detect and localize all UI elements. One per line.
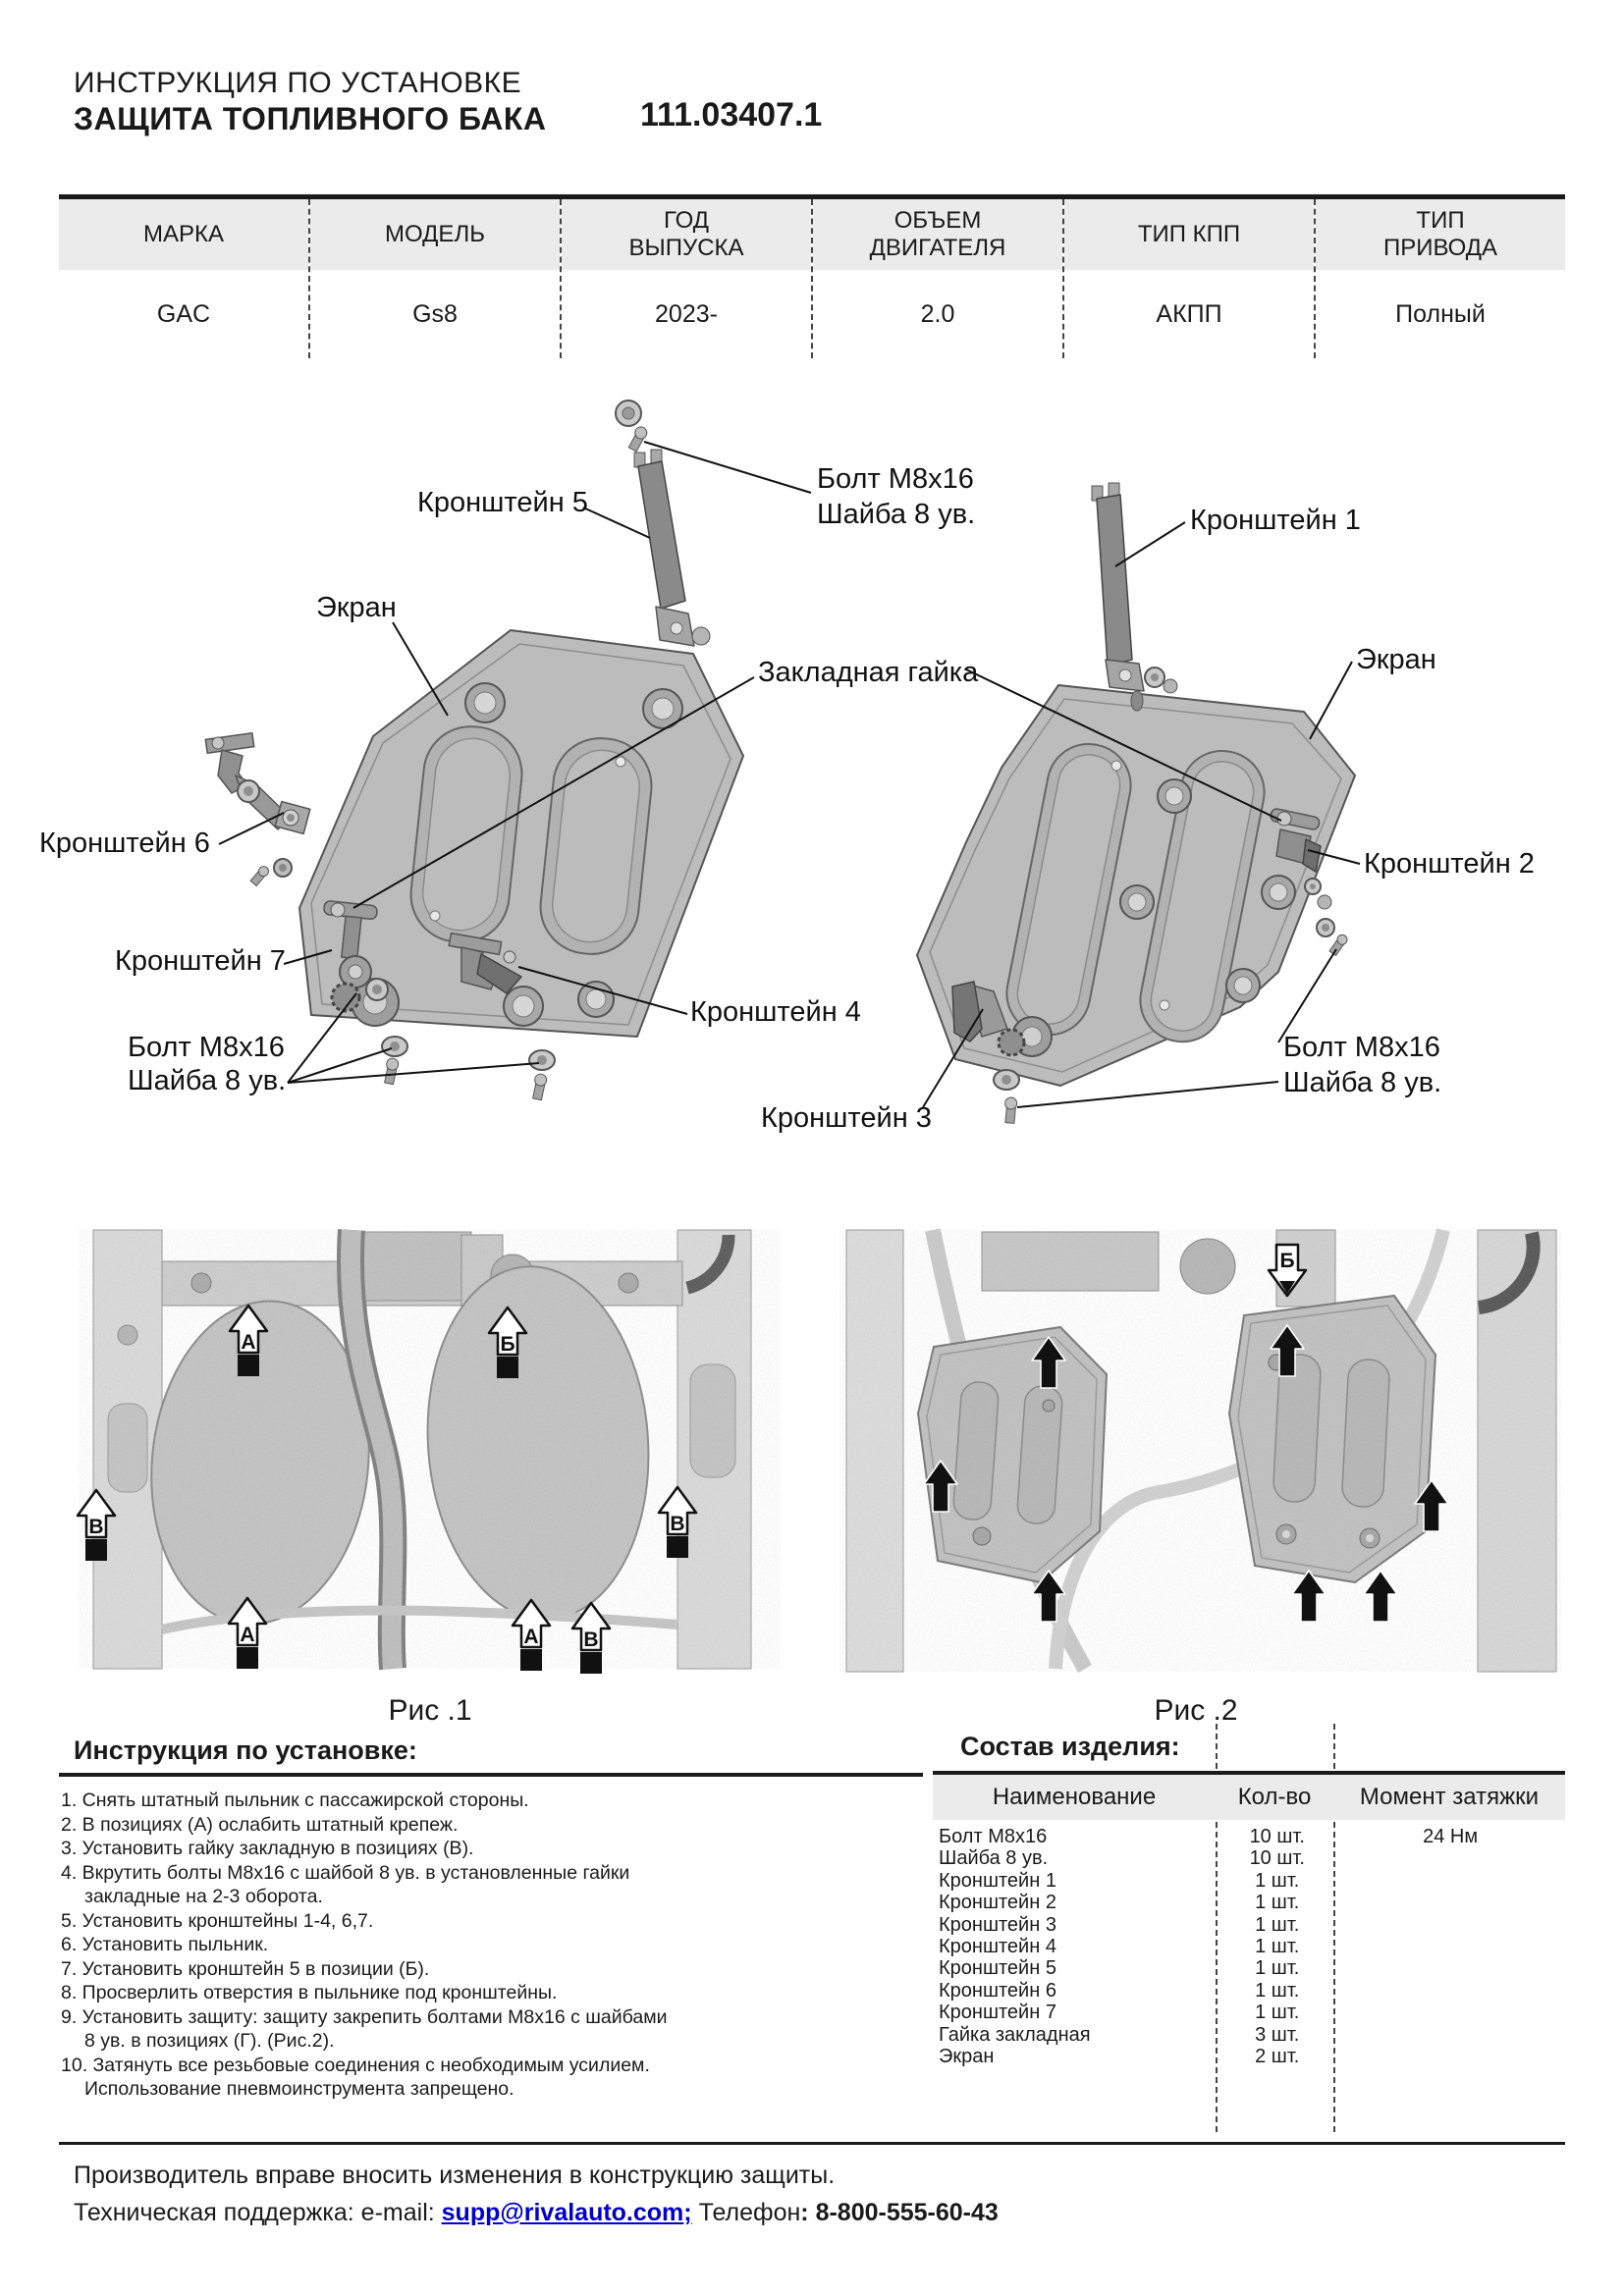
instruction-line: 5. Установить кронштейны 1-4, 6,7. <box>61 1909 374 1932</box>
bracket-6 <box>205 733 310 886</box>
spec-col-model <box>308 199 560 358</box>
footer-disclaimer: Производитель вправе вносить изменения в конструкцию защиты. <box>74 2162 836 2189</box>
label-washer-bottom-left: Шайба 8 ув. <box>128 1065 287 1096</box>
svg-text:В: В <box>88 1516 104 1538</box>
spec-header: ТИП КПП <box>1064 199 1314 270</box>
parts-row: Кронштейн 4 1 шт. <box>939 1936 1300 1958</box>
label-bracket-6: Кронштейн 6 <box>39 828 210 859</box>
svg-text:А: А <box>241 1331 256 1354</box>
spec-value: Полный <box>1395 299 1486 328</box>
parts-row: Болт М8х16 10 шт. 24 Нм <box>939 1826 1479 1847</box>
label-washer-bottom-right: Шайба 8 ув. <box>1283 1067 1442 1098</box>
parts-header-torque: Момент затяжки <box>1359 1784 1540 1810</box>
fig1-caption: Рис .1 <box>388 1694 472 1727</box>
installation-photos <box>0 1217 1624 1737</box>
spec-header: МОДЕЛЬ <box>310 199 560 270</box>
doc-title-line2: ЗАЩИТА ТОПЛИВНОГО БАКА <box>74 101 547 136</box>
parts-row: Кронштейн 1 1 шт. <box>939 1869 1300 1892</box>
label-bolt-top: Болт М8х16 <box>817 463 974 495</box>
parts-header-name: Наименование <box>992 1784 1157 1810</box>
parts-table-header <box>933 1775 1565 1820</box>
spec-value: 2023- <box>655 299 718 328</box>
spec-header: МАРКА <box>59 199 308 270</box>
instruction-line: 7. Установить кронштейн 5 в позиции (Б). <box>61 1957 430 1980</box>
label-bracket-3: Кронштейн 3 <box>761 1102 932 1134</box>
parts-title: Состав изделия: <box>960 1732 1180 1761</box>
label-bolt-bottom-left: Болт М8х16 <box>128 1032 285 1063</box>
instruction-line: 9. Установить защиту: защиту закрепить болтами М8х16 с шайбами <box>61 2005 668 2028</box>
svg-text:А: А <box>523 1626 539 1648</box>
spec-value: GAC <box>156 299 211 328</box>
bolt-washer-top <box>616 400 649 453</box>
instruction-line: 1. Снять штатный пыльник с пассажирской стороны. <box>61 1789 529 1811</box>
svg-text:Б: Б <box>500 1333 515 1356</box>
spec-header: ОБЪЕМ ДВИГАТЕЛЯ <box>813 199 1062 270</box>
instruction-line: Использование пневмоинструмента запрещено. <box>84 2078 514 2100</box>
parts-row: Гайка закладная 3 шт. <box>939 2023 1300 2046</box>
label-bolt-bottom-right: Болт М8х16 <box>1283 1032 1440 1063</box>
svg-text:Б: Б <box>1279 1250 1295 1272</box>
label-bracket-5: Кронштейн 5 <box>417 487 588 518</box>
footer-support <box>74 2199 999 2227</box>
parts-header-qty: Кол-во <box>1237 1784 1312 1810</box>
instructions-rule <box>59 1773 923 1777</box>
parts-row: Шайба 8 ув. 10 шт. <box>939 1847 1305 1870</box>
instruction-line: 3. Установить гайку закладную в позициях (В). <box>61 1838 474 1859</box>
label-screen-left: Экран <box>316 592 397 623</box>
support-email-link[interactable]: supp@rivalauto.com <box>441 2199 684 2226</box>
label-bracket-4: Кронштейн 4 <box>690 996 861 1028</box>
svg-text:В: В <box>670 1513 685 1535</box>
spec-value: АКПП <box>1156 299 1222 328</box>
phone-label: Телефон <box>691 2199 801 2226</box>
instruction-line: 2. В позициях (А) ослабить штатный крепеж. <box>61 1813 459 1836</box>
label-embedded-nut: Закладная гайка <box>758 657 979 688</box>
svg-text:А: А <box>240 1624 255 1646</box>
footer-divider <box>59 2142 1565 2145</box>
bracket-5 <box>634 450 710 646</box>
part-number: 111.03407.1 <box>640 96 823 133</box>
instruction-line: закладные на 2-3 оборота. <box>84 1886 323 1907</box>
doc-title-line1: ИНСТРУКЦИЯ ПО УСТАНОВКЕ <box>74 67 522 99</box>
fig2-caption: Рис .2 <box>1154 1694 1238 1727</box>
parts-row: Кронштейн 6 1 шт. <box>939 1979 1300 2002</box>
photo-fig2 <box>839 1230 1561 1672</box>
assembly-diagram <box>0 383 1624 1158</box>
parts-row: Кронштейн 5 1 шт. <box>939 1957 1300 1980</box>
parts-table-rows <box>933 1826 1565 2067</box>
svg-text:В: В <box>583 1629 599 1651</box>
instruction-line: 10. Затянуть все резьбовые соединения с необходимым усилием. <box>61 2054 650 2076</box>
spec-header: ГОД ВЫПУСКА <box>562 199 811 270</box>
spec-col-marka <box>59 199 308 358</box>
instruction-line: 8 ув. в позициях (Г). (Рис.2). <box>84 2030 335 2052</box>
bracket-1 <box>1092 483 1177 693</box>
email-semicolon: ; <box>683 2199 692 2226</box>
spec-col-drive <box>1314 199 1565 358</box>
bolt-under-right-plate <box>994 1070 1019 1123</box>
parts-row: Кронштейн 3 1 шт. <box>939 1913 1300 1936</box>
instructions-list <box>61 1789 945 2102</box>
instruction-line: 6. Установить пыльник. <box>61 1934 269 1955</box>
support-label: Техническая поддержка: e-mail: <box>74 2199 442 2226</box>
spec-col-year <box>560 199 811 358</box>
label-washer-top: Шайба 8 ув. <box>817 499 976 530</box>
parts-row: Кронштейн 7 1 шт. <box>939 2002 1300 2024</box>
phone-number: : 8-800-555-60-43 <box>800 2199 999 2226</box>
instruction-line: 4. Вкрутить болты М8х16 с шайбой 8 ув. в установленные гайки <box>61 1861 630 1884</box>
label-bracket-1: Кронштейн 1 <box>1190 505 1361 536</box>
label-bracket-2: Кронштейн 2 <box>1364 848 1535 880</box>
parts-row: Кронштейн 2 1 шт. <box>939 1892 1300 1914</box>
spec-col-gearbox <box>1062 199 1314 358</box>
vehicle-spec-table <box>59 194 1565 358</box>
spec-header: ТИП ПРИВОДА <box>1316 199 1565 270</box>
spec-value: Gs8 <box>412 299 458 328</box>
instruction-line: 8. Просверлить отверстия в пыльнике под кронштейны. <box>61 1982 558 2003</box>
parts-row: Экран 2 шт. <box>939 2046 1300 2068</box>
instructions-title: Инструкция по установке: <box>74 1735 417 1765</box>
spec-value: 2.0 <box>920 299 955 328</box>
photo-fig1 <box>79 1230 781 1669</box>
spec-col-engine <box>811 199 1062 358</box>
label-screen-right: Экран <box>1356 644 1436 675</box>
label-bracket-7: Кронштейн 7 <box>115 945 286 977</box>
